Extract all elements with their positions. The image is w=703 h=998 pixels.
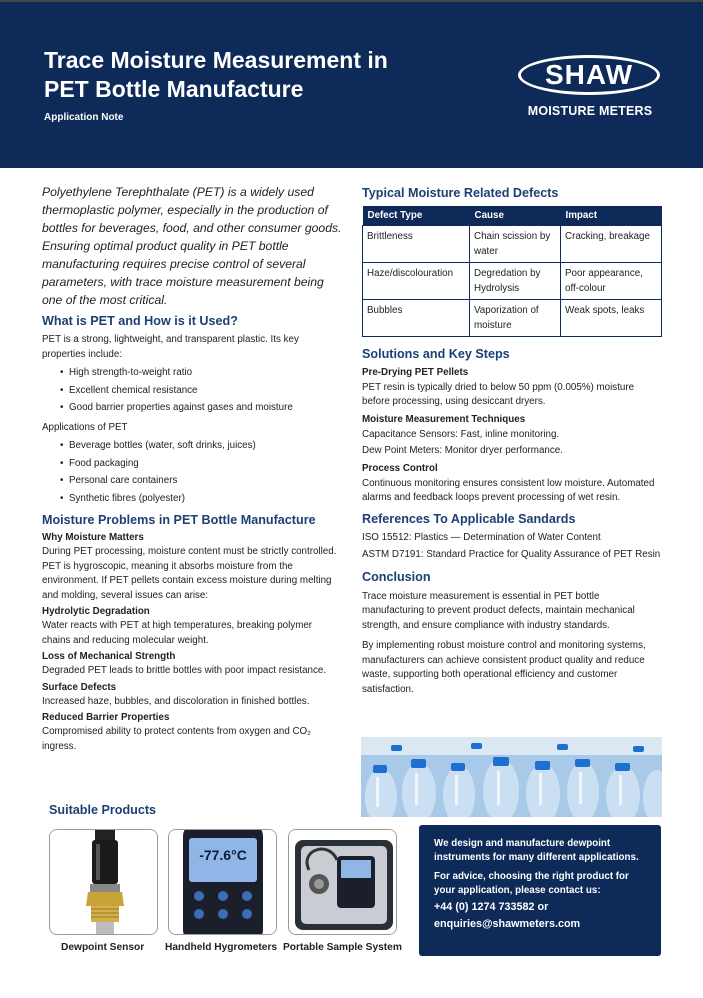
reference-iso: ISO 15512: Plastics — Determination of Water Content [362, 531, 601, 543]
properties-list [60, 364, 342, 417]
list-item: • Beverage bottles (water, soft drinks, juices) [60, 437, 342, 455]
intro-paragraph: Polyethylene Terephthalate (PET) is a widely used thermoplastic polymer, especially in the production of bottles for beverages, food, and other consumer goods. Ensuring optimal product quality in PET bottle manufacturing requires precise control of several parameters, with trace moisture measurement being one of the most critical. [42, 185, 342, 307]
conclusion-heading: Conclusion [362, 569, 431, 584]
page-subtitle: Application Note [44, 112, 124, 123]
references-heading: References To Applicable Sandards [362, 511, 576, 526]
contact-phone[interactable]: +44 (0) 1274 733582 or [434, 901, 549, 913]
suitable-products-heading: Suitable Products [49, 803, 157, 817]
defects-table [362, 206, 662, 337]
column-header: Cause [470, 206, 561, 225]
left-column [42, 183, 342, 754]
table-header-row [363, 206, 662, 225]
list-item: • Synthetic fibres (polyester) [60, 490, 342, 508]
list-item: • Excellent chemical resistance [60, 382, 342, 400]
right-column [362, 186, 662, 697]
techniques-heading: Moisture Measurement Techniques [362, 413, 526, 425]
table-row [363, 225, 662, 262]
applications-label: Applications of PET [42, 421, 128, 433]
list-item: • Personal care containers [60, 472, 342, 490]
dewpoint-sensor-icon [50, 830, 158, 935]
mechanical-text: Degraded PET leads to brittle bottles with poor impact resistance. [42, 665, 327, 676]
process-control-heading: Process Control [362, 462, 438, 474]
list-item: • Food packaging [60, 455, 342, 473]
table-row [363, 262, 662, 299]
hydrolytic-text: Water reacts with PET at high temperatures, breaking polymer chains and reducing molecular weight. [42, 620, 313, 646]
handheld-hygrometer-icon [169, 830, 277, 935]
table-cell: Degredation by Hydrolysis [470, 262, 561, 299]
barrier-text: Compromised ability to protect contents from oxygen and CO₂ ingress. [42, 726, 311, 752]
table-row [363, 299, 662, 336]
pet-bottles-photo [361, 737, 662, 817]
solutions-heading: Solutions and Key Steps [362, 346, 510, 361]
bottles-illustration [361, 737, 662, 817]
logo-word: SHAW [545, 59, 633, 90]
list-item: • Good barrier properties against gases and moisture [60, 399, 342, 417]
contact-box [419, 825, 661, 956]
mechanical-heading: Loss of Mechanical Strength [42, 651, 176, 662]
contact-email[interactable]: enquiries@shawmeters.com [434, 918, 581, 930]
contact-intro: We design and manufacture dewpoint instruments for many different applications. [434, 838, 639, 863]
portable-sample-system-icon [289, 830, 397, 935]
technique-dewpoint: Dew Point Meters: Monitor dryer performance. [362, 445, 563, 456]
table-cell: Vaporization of moisture [470, 299, 561, 336]
product-card-portable-sample-system[interactable] [288, 829, 397, 935]
table-cell: Chain scission by water [470, 225, 561, 262]
table-cell: Bubbles [363, 299, 470, 336]
logo-tagline: MOISTURE METERS [527, 104, 653, 118]
why-moisture-text: During PET processing, moisture content must be strictly controlled. PET is hygroscopic, meaning it absorbs moisture from the environment. If PET pellets contain excess moisture during melting and molding, several issues can arise: [42, 546, 337, 601]
column-header: Impact [561, 206, 662, 225]
predrying-text: PET resin is typically dried to below 50 ppm (0.005%) moisture before processing, using desiccant dryers. [362, 381, 635, 407]
reference-astm: ASTM D7191: Standard Practice for Quality Assurance of PET Resin [362, 549, 661, 560]
table-cell: Weak spots, leaks [561, 299, 662, 336]
product-card-handheld-hygrometer[interactable] [168, 829, 277, 935]
list-item: • High strength-to-weight ratio [60, 364, 342, 382]
barrier-heading: Reduced Barrier Properties [42, 712, 170, 723]
what-is-pet-text: PET is a strong, lightweight, and transparent plastic. Its key properties include: [42, 334, 299, 360]
hygrometer-reading: -77.6°C [199, 847, 247, 863]
product-label-handheld-hygrometers: Handheld Hygrometers [165, 942, 278, 953]
column-header: Defect Type [363, 206, 470, 225]
conclusion-text-2: By implementing robust moisture control and monitoring systems, manufacturers can achieve consistent product quality and reduce waste, supporting both operational efficiency and customer satisfaction. [362, 640, 646, 695]
product-label-dewpoint-sensor: Dewpoint Sensor [61, 942, 145, 953]
header-banner [0, 0, 703, 168]
product-label-portable-sample-system: Portable Sample System [283, 942, 402, 953]
technique-capacitance: Capacitance Sensors: Fast, inline monitoring. [362, 428, 560, 440]
shaw-logo [518, 55, 662, 118]
title-line-1: Trace Moisture Measurement in [44, 47, 388, 73]
what-is-pet-heading: What is PET and How is it Used? [42, 314, 238, 328]
defects-heading: Typical Moisture Related Defects [362, 186, 559, 200]
surface-heading: Surface Defects [42, 681, 117, 693]
predrying-heading: Pre-Drying PET Pellets [362, 366, 469, 378]
hydrolytic-heading: Hydrolytic Degradation [42, 606, 150, 617]
table-cell: Poor appearance, off-colour [561, 262, 662, 299]
applications-list [60, 437, 342, 507]
table-cell: Brittleness [363, 225, 470, 262]
product-card-dewpoint-sensor[interactable] [49, 829, 158, 935]
logo-badge [518, 55, 660, 95]
title-line-2: PET Bottle Manufacture [44, 76, 304, 102]
page-title [44, 46, 464, 104]
why-moisture-heading: Why Moisture Matters [42, 532, 144, 543]
conclusion-text-1: Trace moisture measurement is essential in PET bottle manufacturing to prevent product defects, maintain mechanical strength, and ensure compliance with industry standards. [362, 590, 635, 631]
process-control-text: Continuous monitoring ensures consistent low moisture. Automated alarms and feedback loops prevent processing of wet resin. [362, 477, 655, 503]
table-cell: Cracking, breakage [561, 225, 662, 262]
table-cell: Haze/discolouration [363, 262, 470, 299]
surface-text: Increased haze, bubbles, and discoloration in finished bottles. [42, 695, 310, 707]
contact-advice: For advice, choosing the right product for your application, please contact us: [434, 871, 629, 896]
problems-heading: Moisture Problems in PET Bottle Manufacture [42, 513, 316, 527]
